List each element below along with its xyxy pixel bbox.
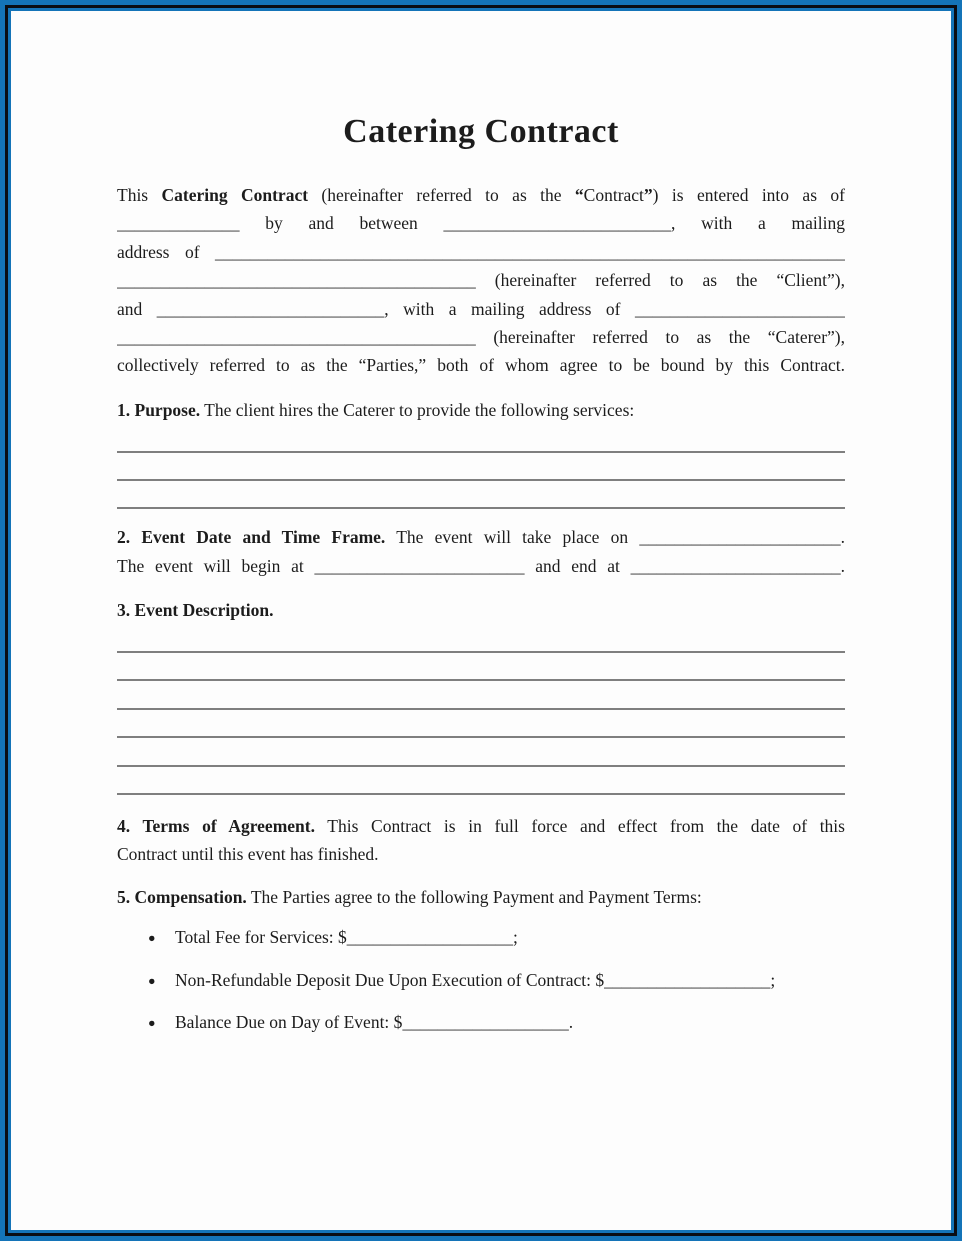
event-description-write-lines (117, 625, 845, 795)
text-run: ) is entered into as of (652, 185, 845, 205)
text-line (117, 883, 845, 911)
blank-field[interactable]: _________________________________________ (117, 270, 476, 291)
document-title: Catering Contract (343, 113, 619, 150)
text-run: Balance Due on Day of Event: $ (175, 1012, 403, 1033)
bold-text-run: 3. Event Description. (117, 600, 274, 621)
text-run: , with a mailing (671, 213, 845, 234)
text-run: by and between (239, 213, 444, 234)
blank-field[interactable]: ___________________ (604, 969, 771, 990)
blank-field[interactable]: ______________ (117, 213, 240, 234)
text-run: . (840, 527, 845, 548)
text-run: (hereinafter referred to as the “Client”), (475, 270, 845, 291)
compensation-heading (117, 883, 845, 911)
purpose-heading (117, 396, 845, 424)
text-line (117, 238, 845, 266)
text-line (117, 209, 845, 237)
bold-text-run: 5. Compensation. (117, 886, 247, 907)
text-line (117, 323, 845, 351)
purpose-write-lines (117, 424, 845, 509)
text-run: . (840, 555, 845, 576)
compensation-list (117, 923, 845, 1036)
write-in-rule-line[interactable] (117, 710, 845, 738)
text-run: , with a mailing address of (384, 298, 635, 319)
text-run: Non-Refundable Deposit Due Upon Execution of Contract: $ (175, 969, 605, 990)
write-in-rule-line[interactable] (117, 681, 845, 709)
write-in-rule-line[interactable] (117, 481, 845, 509)
blank-field[interactable]: ___________________ (346, 927, 514, 948)
blank-field[interactable]: ___________________ (402, 1012, 569, 1033)
intro-paragraph (117, 181, 845, 380)
text-line (117, 396, 845, 424)
event-description-heading (117, 596, 845, 624)
write-in-rule-line[interactable] (117, 653, 845, 681)
blank-field[interactable]: _________________________________________ (117, 327, 476, 348)
page-border-mid (5, 5, 957, 1236)
text-run: Total Fee for Services: $ (175, 927, 347, 948)
text-run: Contract (583, 185, 644, 205)
text-run: and (117, 298, 157, 319)
text-run: This (117, 185, 162, 205)
text-run: address of (117, 241, 215, 262)
text-run: The event will begin at (117, 555, 315, 576)
write-in-rule-line[interactable] (117, 424, 845, 452)
text-run: The client hires the Caterer to provide the following services: (200, 399, 635, 420)
text-run: The Parties agree to the following Payment and Payment Terms: (246, 886, 702, 907)
text-run: and end at (524, 555, 631, 576)
blank-field[interactable]: __________________________ (443, 213, 672, 234)
text-run: This Contract is in full force and effect from the date of this (314, 815, 845, 836)
text-line (117, 812, 845, 840)
event-datetime-paragraph (117, 523, 845, 580)
document-page (8, 8, 954, 1233)
text-line (117, 523, 845, 551)
text-run: Contract until this event has finished. (117, 844, 379, 865)
write-in-rule-line[interactable] (117, 453, 845, 481)
text-line (117, 840, 845, 868)
bold-text-run: 2. Event Date and Time Frame. (117, 527, 386, 548)
bullet-icon: ● (148, 973, 156, 988)
bullet-icon: ● (148, 931, 156, 946)
compensation-item (117, 1008, 845, 1036)
text-run: ; (513, 927, 518, 948)
text-run: (hereinafter referred to as the (308, 185, 575, 205)
bold-text-run: 1. Purpose. (117, 399, 201, 420)
text-line (117, 266, 845, 294)
bold-text-run: 4. Terms of Agreement. (117, 815, 315, 836)
text-line (117, 351, 845, 379)
bullet-icon: ● (148, 1016, 156, 1031)
bold-text-run: Catering Contract (161, 185, 309, 205)
compensation-item (117, 966, 845, 994)
text-line (117, 552, 845, 580)
blank-field[interactable]: ________________________ (314, 555, 525, 576)
blank-field[interactable]: ________________________ (630, 555, 841, 576)
text-line (117, 596, 845, 624)
bold-text-run: ” (643, 185, 653, 205)
write-in-rule-line[interactable] (117, 625, 845, 653)
text-run: . (568, 1012, 574, 1033)
text-line (117, 181, 845, 209)
text-line (117, 295, 845, 323)
text-run: The event will take place on (385, 527, 640, 548)
text-run: ; (770, 969, 776, 990)
blank-field[interactable]: __________________________ (156, 298, 385, 319)
bold-text-run: “ (574, 185, 584, 205)
blank-field[interactable]: ________________________________________________________________________ (215, 241, 845, 262)
text-run: (hereinafter referred to as the “Caterer”), (475, 327, 845, 348)
write-in-rule-line[interactable] (117, 767, 845, 795)
blank-field[interactable]: ________________________ (635, 298, 845, 319)
terms-paragraph (117, 812, 845, 869)
write-in-rule-line[interactable] (117, 738, 845, 766)
compensation-item (117, 923, 845, 951)
blank-field[interactable]: _______________________ (639, 527, 841, 548)
text-run: collectively referred to as the “Parties,” both of whom agree to be bound by this Contract. (117, 355, 845, 376)
